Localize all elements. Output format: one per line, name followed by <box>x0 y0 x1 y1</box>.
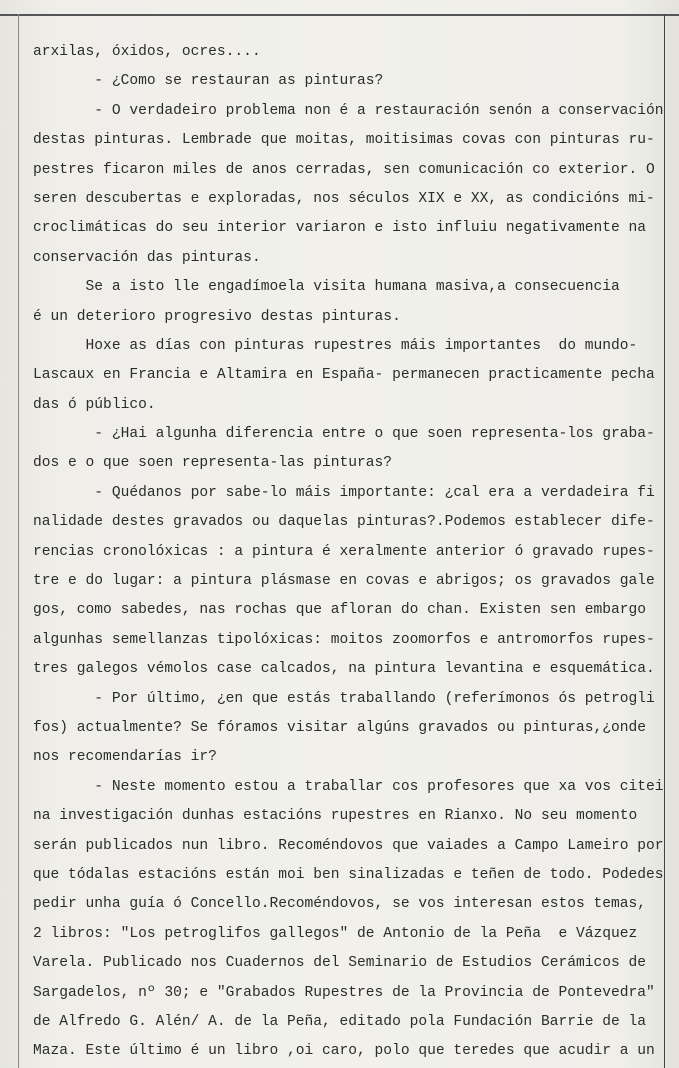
text-line: 2 libros: "Los petroglifos gallegos" de Antonio de la Peña e Vázquez <box>33 925 638 942</box>
text-line: fos) actualmente? Se fóramos visitar algúns gravados ou pinturas,¿onde <box>33 719 647 736</box>
text-line: que tódalas estacións están moi ben sinalizadas e teñen de todo. Podedes <box>33 866 664 883</box>
text-line: serán publicados nun libro. Recoméndovos que vaiades a Campo Lameiro por <box>33 837 664 854</box>
top-margin-rule <box>0 14 679 16</box>
text-line: conservación das pinturas. <box>33 249 261 266</box>
text-line: - ¿Como se restauran as pinturas? <box>33 73 384 90</box>
text-line: rencias cronolóxicas : a pintura é xeralmente anterior ó gravado rupes- <box>33 543 655 560</box>
text-line: algunhas semellanzas tipolóxicas: moitos zoomorfos e antromorfos rupes- <box>33 631 655 648</box>
text-line: - ¿Hai algunha diferencia entre o que soen representa-los graba- <box>33 426 655 443</box>
text-line: de Alfredo G. Alén/ A. de la Peña, editado pola Fundación Barrie de la <box>33 1013 647 1030</box>
interview-text-block <box>33 38 663 1067</box>
text-line: na investigación dunhas estacións rupestres en Rianxo. No seu momento <box>33 808 638 825</box>
text-line: tres galegos vémolos case calcados, na pintura levantina e esquemática. <box>33 661 655 678</box>
text-line: nalidade destes gravados ou daquelas pinturas?.Podemos establecer dife- <box>33 514 655 531</box>
text-line: Maza. Este último é un libro ,oi caro, polo que teredes que acudir a un <box>33 1043 655 1060</box>
text-line: - Neste momento estou a traballar cos profesores que xa vos citei <box>33 778 664 795</box>
text-line: Lascaux en Francia e Altamira en España- permanecen practicamente pecha <box>33 367 655 384</box>
right-margin-rule <box>664 14 665 1068</box>
text-line: das ó público. <box>33 396 156 413</box>
text-line: - Quédanos por sabe-lo máis importante: ¿cal era a verdadeira fi <box>33 484 655 501</box>
text-line: Se a isto lle engadímoela visita humana masiva,a consecuencia <box>33 279 620 296</box>
left-margin-rule <box>18 14 19 1068</box>
text-line: - Por último, ¿en que estás traballando (referímonos ós petrogli <box>33 690 655 707</box>
text-line: Hoxe as días con pinturas rupestres máis importantes do mundo- <box>33 337 638 354</box>
text-line: Varela. Publicado nos Cuadernos del Seminario de Estudios Cerámicos de <box>33 955 647 972</box>
text-line: croclimáticas do seu interior variaron e isto influiu negativamente na <box>33 220 647 237</box>
text-line: seren descubertas e exploradas, nos séculos XIX e XX, as condicións mi- <box>33 190 655 207</box>
text-line: - O verdadeiro problema non é a restauración senón a conservación <box>33 102 664 119</box>
text-line: pedir unha guía ó Concello.Recoméndovos, se vos interesan estos temas, <box>33 896 647 913</box>
text-line: tre e do lugar: a pintura plásmase en covas e abrigos; os gravados gale <box>33 573 655 590</box>
text-line: nos recomendarías ir? <box>33 749 217 766</box>
text-line: arxilas, óxidos, ocres.... <box>33 44 261 60</box>
text-line: Sargadelos, nº 30; e "Grabados Rupestres de la Provincia de Pontevedra" <box>33 984 655 1001</box>
text-line: é un deterioro progresivo destas pinturas. <box>33 308 401 325</box>
text-line: gos, como sabedes, nas rochas que afloran do chan. Existen sen embargo <box>33 602 647 619</box>
text-line: destas pinturas. Lembrade que moitas, moitisimas covas con pinturas ru- <box>33 132 655 149</box>
text-line: pestres ficaron miles de anos cerradas, sen comunicación co exterior. O <box>33 161 655 178</box>
text-line: dos e o que soen representa-las pinturas? <box>33 455 393 472</box>
